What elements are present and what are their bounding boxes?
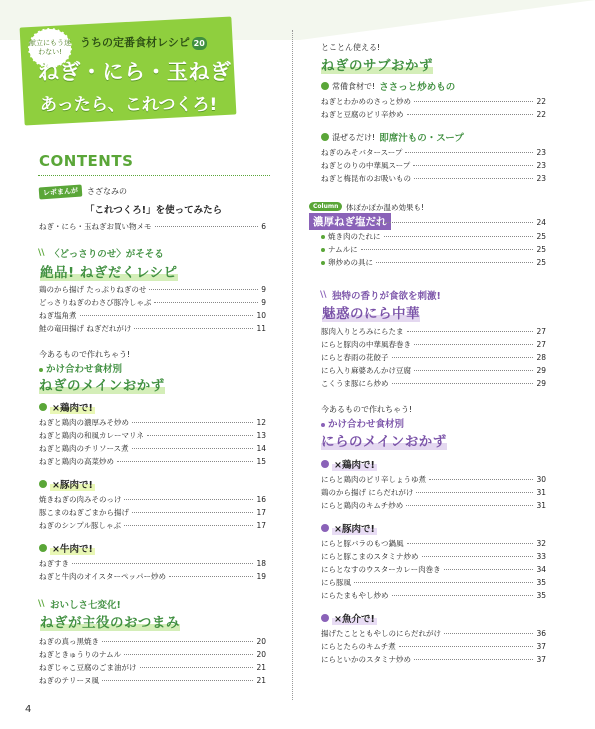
circle-icon (39, 544, 47, 552)
toc-entry-page: 25 (536, 232, 546, 241)
toc-entry-title (321, 245, 358, 255)
toc-entry-title: ねぎとのりの中華風スープ (321, 161, 411, 170)
toc-entry-page: 31 (536, 488, 546, 497)
leader-dots (414, 178, 533, 179)
report-line-1: さざなみの (87, 187, 127, 196)
leader-dots (354, 582, 533, 583)
toc-entry-title: にらと春雨の花餃子 (321, 353, 389, 362)
toc-entry-page: 36 (536, 629, 546, 638)
sparkle-icon: \\ (38, 248, 45, 258)
toc-entry-title-text: 焼き肉のたれに (328, 232, 381, 241)
leader-dots (407, 543, 534, 544)
circle-icon (39, 403, 47, 411)
leader-dots (414, 370, 533, 371)
section-catch: 〈どっさりのせ〉がそそる (50, 249, 164, 260)
section-catch: 独特の香りが食欲を刺激! (332, 291, 441, 302)
report-tag: レポまんが (39, 185, 83, 200)
toc-entry[interactable] (39, 444, 266, 454)
toc-entry[interactable] (321, 258, 546, 268)
leader-dots (416, 492, 533, 493)
toc-entry-page: 11 (256, 324, 266, 333)
book-title: ねぎ・にら・玉ねぎ (38, 60, 232, 84)
section-title (40, 261, 178, 281)
toc-entry-title: にらと豚肉の中華風春巻き (321, 340, 411, 349)
leader-dots (392, 357, 534, 358)
leader-dots (444, 569, 534, 570)
sparkle-icon: \\ (320, 290, 327, 300)
toc-entry[interactable] (321, 629, 546, 639)
toc-entry[interactable] (39, 298, 266, 308)
report-line-2: 「これつくろ!」を使ってみたら (85, 205, 223, 216)
subsection-seafood (321, 611, 377, 625)
bullet-icon (321, 248, 325, 252)
toc-entry-page: 37 (536, 655, 546, 664)
toc-entry[interactable] (321, 379, 546, 389)
circle-icon (39, 480, 47, 488)
leader-dots (414, 659, 533, 660)
toc-entry[interactable] (39, 457, 266, 467)
toc-entry[interactable] (39, 311, 266, 321)
section-title (322, 302, 420, 322)
toc-entry[interactable] (321, 591, 546, 601)
leader-dots (361, 249, 534, 250)
toc-entry[interactable] (321, 110, 546, 120)
toc-entry-title: 揚げたことともやしのにらだれがけ (321, 629, 441, 638)
section-catch (39, 361, 122, 375)
toc-entry[interactable] (321, 642, 546, 652)
toc-entry-title: にらと鶏肉のピリ辛しょうゆ煮 (321, 475, 426, 484)
subsection-pre: 常備食材で! (332, 81, 376, 91)
toc-entry[interactable] (321, 475, 546, 485)
toc-entry-title: 鶏のから揚げ たっぷりねぎのせ (39, 285, 147, 294)
toc-entry-title: ねぎの真っ黒焼き (39, 637, 99, 646)
leader-dots (149, 289, 258, 290)
toc-entry[interactable] (39, 521, 266, 531)
toc-entry-title: ねぎと牛肉のオイスターペッパー炒め (39, 572, 167, 581)
toc-entry-page: 15 (256, 457, 266, 466)
leader-dots (124, 499, 253, 500)
toc-entry-title: ねぎと梅昆布のお吸いもの (321, 174, 411, 183)
bullet-icon (39, 368, 43, 372)
toc-entry-page: 12 (256, 418, 266, 427)
circle-icon (321, 524, 329, 532)
toc-entry[interactable] (321, 97, 546, 107)
toc-entry-page: 22 (536, 97, 546, 106)
toc-entry-page: 33 (536, 552, 546, 561)
toc-entry[interactable] (321, 245, 546, 255)
toc-entry[interactable] (321, 501, 546, 511)
toc-entry-page: 23 (536, 161, 546, 170)
sparkle-icon: \\ (38, 599, 45, 609)
toc-entry-page: 20 (256, 637, 266, 646)
subsection-pre: 混ぜるだけ! (332, 132, 376, 142)
toc-entry-title: にら豚風 (321, 578, 351, 587)
section-catch: おいしさ七変化! (50, 600, 121, 611)
section-title (321, 54, 433, 74)
series-title-text: うちの定番食材レシピ (80, 36, 190, 49)
toc-entry[interactable] (39, 559, 266, 569)
section-title-text: 魅惑のにら中華 (322, 306, 420, 322)
section-pre: 今あるもので作れちゃう! (321, 405, 413, 414)
subsection-label: ×豚肉で! (332, 521, 377, 535)
toc-entry-title: 鮭の竜田揚げ ねぎだれがけ (39, 324, 132, 333)
toc-entry-title: にらとなすのウスターカレー肉巻き (321, 565, 441, 574)
toc-entry[interactable] (39, 663, 266, 673)
leader-dots (407, 114, 534, 115)
leader-dots (407, 331, 534, 332)
leader-dots (413, 165, 533, 166)
toc-entry-title: ねぎすき (39, 559, 69, 568)
leader-dots (406, 505, 533, 506)
toc-entry[interactable] (39, 508, 266, 518)
section-pre: 今あるもので作れちゃう! (39, 350, 131, 359)
leader-dots (392, 595, 534, 596)
toc-entry-page: 18 (256, 559, 266, 568)
toc-entry[interactable] (321, 655, 546, 665)
toc-entry-title: にらといかのスタミナ炒め (321, 655, 411, 664)
toc-entry-page: 10 (256, 311, 266, 320)
toc-entry[interactable] (321, 353, 546, 363)
toc-entry-page: 20 (256, 650, 266, 659)
subsection-label: ×鶏肉で! (332, 457, 377, 471)
subsection-stir-fry (321, 79, 455, 93)
leader-dots (405, 152, 533, 153)
section-title-text: ねぎが主役のおつまみ (40, 615, 180, 631)
toc-entry[interactable] (321, 488, 546, 498)
section-pre: とことん使える! (321, 43, 381, 52)
bullet-icon (321, 235, 325, 239)
book-subtitle: あったら、これつくろ! (40, 95, 218, 115)
toc-entry[interactable] (321, 565, 546, 575)
toc-entry[interactable] (372, 218, 546, 228)
toc-entry-page: 34 (536, 565, 546, 574)
toc-entry-title: ねぎときゅうりのナムル (39, 650, 122, 659)
toc-entry-page: 23 (536, 148, 546, 157)
toc-entry[interactable] (39, 285, 266, 295)
toc-entry-title: ねぎのテリーヌ風 (39, 676, 99, 685)
toc-entry[interactable] (39, 637, 266, 647)
page-number: 4 (25, 704, 32, 715)
toc-entry[interactable] (321, 327, 546, 337)
toc-entry-title (321, 258, 373, 268)
toc-entry-title: どっさりねぎのわさび豚冷しゃぶ (39, 298, 152, 307)
toc-entry-page: 6 (261, 222, 266, 231)
toc-entry[interactable] (321, 148, 546, 158)
toc-entry-page: 16 (256, 495, 266, 504)
toc-entry-title: ねぎじゃこ豆腐のごま油がけ (39, 663, 137, 672)
column-caption: 体ぽかぽか温め効果も! (346, 203, 425, 212)
leader-dots (169, 576, 253, 577)
leader-dots (102, 680, 253, 681)
toc-entry-title: ねぎと鶏肉のチリソース煮 (39, 444, 129, 453)
toc-entry-title: 豚肉入りとろみにらたま (321, 327, 404, 336)
badge-text: 献立にもう迷わない! (29, 39, 71, 56)
subsection-label: ささっと炒めもの (379, 82, 456, 93)
toc-entry[interactable] (321, 161, 546, 171)
leader-dots (124, 525, 253, 526)
subsection-pork (321, 521, 377, 535)
toc-entry[interactable] (39, 676, 266, 686)
toc-entry-title: にらとたらのキムチ煮 (321, 642, 396, 651)
toc-entry-title: 焼きねぎの肉みそのっけ (39, 495, 122, 504)
contents-heading: CONTENTS (39, 152, 134, 170)
section-catch-text: かけ合わせ食材別 (328, 419, 405, 430)
toc-entry-page: 28 (536, 353, 546, 362)
toc-entry[interactable] (39, 324, 266, 334)
toc-entry-title: ねぎと鶏肉の濃厚みそ炒め (39, 418, 129, 427)
toc-entry-title: にらたまもやし炒め (321, 591, 389, 600)
toc-entry[interactable] (321, 366, 546, 376)
column-tag: Column (309, 202, 342, 211)
toc-entry-page: 14 (256, 444, 266, 453)
toc-entry-title: にら入り麻婆あんかけ豆腐 (321, 366, 411, 375)
circle-icon (321, 614, 329, 622)
toc-entry-page: 31 (536, 501, 546, 510)
toc-entry-page: 19 (256, 572, 266, 581)
subsection-label: ×鶏肉で! (50, 400, 95, 414)
toc-entry-title: ねぎ塩角煮 (39, 311, 77, 320)
series-title (80, 34, 207, 50)
subsection-label: 即席汁もの・スープ (379, 133, 464, 144)
toc-entry[interactable] (321, 552, 546, 562)
toc-entry-page: 27 (536, 340, 546, 349)
toc-entry[interactable] (39, 418, 266, 428)
series-number: 20 (193, 38, 205, 48)
leader-dots (429, 479, 533, 480)
leader-dots (117, 461, 253, 462)
leader-dots (375, 222, 533, 223)
circle-icon (321, 460, 329, 468)
toc-entry-page: 23 (536, 174, 546, 183)
leader-dots (414, 101, 533, 102)
toc-entry-title-text: 卵炒めの具に (328, 258, 373, 267)
toc-entry-title: 豚こまのねぎごまから揚げ (39, 508, 129, 517)
toc-entry-title: ねぎ・にら・玉ねぎお買い物メモ (39, 222, 152, 231)
toc-entry[interactable] (39, 572, 266, 582)
toc-entry[interactable] (39, 650, 266, 660)
toc-entry-page: 24 (536, 218, 546, 227)
toc-entry-page: 17 (256, 508, 266, 517)
leader-dots (384, 236, 534, 237)
subsection-label: ×豚肉で! (50, 477, 95, 491)
toc-entry-title: こくうま豚にら炒め (321, 379, 389, 388)
subsection-label: ×牛肉で! (50, 541, 95, 555)
toc-entry-title: 鶏のから揚げ にらだれがけ (321, 488, 414, 497)
toc-entry[interactable] (321, 232, 546, 242)
toc-entry-title: にらと豚バラのもつ鍋風 (321, 539, 404, 548)
bullet-icon (321, 261, 325, 265)
toc-entry-page: 35 (536, 591, 546, 600)
toc-entry-page: 35 (536, 578, 546, 587)
column-divider (292, 30, 293, 700)
subsection-chicken (39, 400, 95, 414)
subsection-soup (321, 130, 464, 144)
toc-entry-title-text: ナムルに (328, 245, 358, 254)
toc-entry-title: にらと鶏肉のキムチ炒め (321, 501, 404, 510)
leader-dots (102, 641, 253, 642)
toc-entry[interactable] (321, 539, 546, 549)
toc-entry-page: 9 (261, 298, 266, 307)
leader-dots (140, 667, 254, 668)
subsection-chicken (321, 457, 377, 471)
leader-dots (376, 262, 533, 263)
toc-entry-page: 25 (536, 258, 546, 267)
leader-dots (444, 633, 533, 634)
toc-entry-title: ねぎと鶏肉の和風カレーマリネ (39, 431, 144, 440)
section-title-text: にらのメインおかず (321, 434, 447, 450)
section-catch (321, 416, 404, 430)
toc-entry-page: 32 (536, 539, 546, 548)
toc-entry[interactable] (321, 174, 546, 184)
toc-entry-title: にらと豚こまのスタミナ炒め (321, 552, 419, 561)
section-title-text: ねぎのメインおかず (39, 378, 165, 394)
toc-entry-title (321, 232, 381, 242)
toc-entry[interactable] (321, 578, 546, 588)
leader-dots (414, 344, 533, 345)
leader-dots (132, 448, 254, 449)
leader-dots (80, 315, 254, 316)
bullet-icon (321, 423, 325, 427)
toc-entry-page: 21 (256, 663, 266, 672)
toc-entry-title: ねぎのみそバタースープ (321, 148, 403, 157)
toc-entry-title: ねぎと鶏肉の高菜炒め (39, 457, 114, 466)
subsection-label: ×魚介で! (332, 611, 377, 625)
leader-dots (392, 383, 534, 384)
toc-entry-title: ねぎとわかめのさっと炒め (321, 97, 411, 106)
section-title-text: 絶品! ねぎだくレシピ (40, 265, 178, 281)
leader-dots (132, 422, 253, 423)
subsection-pork (39, 477, 95, 491)
section-title (40, 611, 180, 631)
leader-dots (72, 563, 253, 564)
leader-dots (132, 512, 253, 513)
section-title (321, 430, 447, 450)
circle-icon (321, 133, 329, 141)
toc-entry-page: 21 (256, 676, 266, 685)
leader-dots (154, 302, 258, 303)
toc-entry-page: 22 (536, 110, 546, 119)
toc-entry-page: 17 (256, 521, 266, 530)
toc-entry-page: 13 (256, 431, 266, 440)
toc-entry-page: 30 (536, 475, 546, 484)
section-title-text: ねぎのサブおかず (321, 58, 433, 74)
toc-entry-page: 9 (261, 285, 266, 294)
leader-dots (134, 328, 253, 329)
toc-entry-page: 25 (536, 245, 546, 254)
toc-entry-page: 29 (536, 366, 546, 375)
column-title: 濃厚ねぎ塩だれ (309, 213, 391, 230)
toc-entry[interactable] (39, 431, 266, 441)
contents-rule (38, 175, 270, 176)
section-title (39, 374, 165, 394)
toc-entry-title: ねぎと豆腐のピリ辛炒め (321, 110, 404, 119)
toc-entry-page: 27 (536, 327, 546, 336)
toc-entry[interactable] (321, 340, 546, 350)
toc-entry[interactable] (39, 222, 266, 232)
subsection-beef (39, 541, 95, 555)
leader-dots (399, 646, 534, 647)
toc-entry-title: ねぎのシンプル豚しゃぶ (39, 521, 122, 530)
toc-entry-page: 37 (536, 642, 546, 651)
leader-dots (422, 556, 534, 557)
leader-dots (155, 226, 259, 227)
toc-entry[interactable] (39, 495, 266, 505)
section-catch-text: かけ合わせ食材別 (46, 364, 123, 375)
leader-dots (147, 435, 254, 436)
leader-dots (124, 654, 253, 655)
toc-entry-page: 29 (536, 379, 546, 388)
circle-icon (321, 82, 329, 90)
